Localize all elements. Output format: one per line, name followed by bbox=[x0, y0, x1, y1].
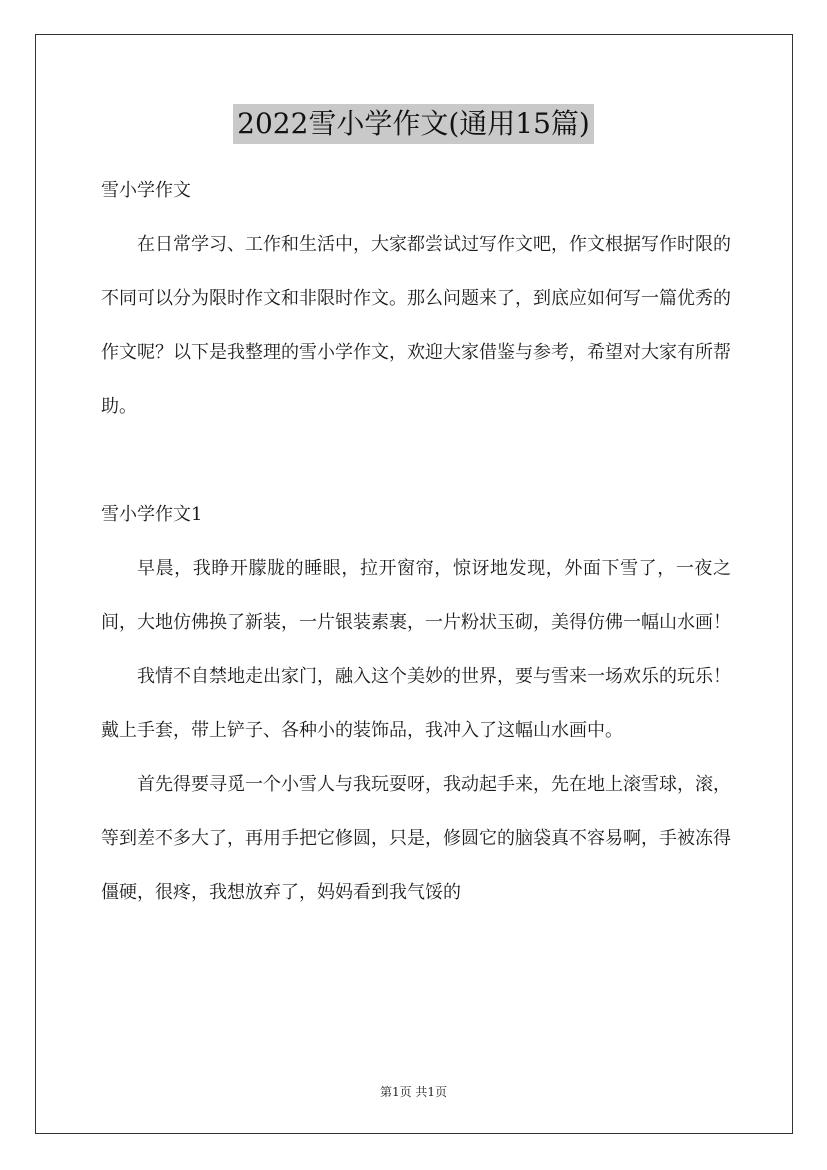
essay-paragraph: 我情不自禁地走出家门，融入这个美妙的世界，要与雪来一场欢乐的玩乐！戴上手套，带上铲子、各种小的装饰品，我冲入了这幅山水画中。 bbox=[101, 666, 731, 741]
essay-paragraph: 早晨，我睁开朦胧的睡眼，拉开窗帘，惊讶地发现，外面下雪了，一夜之间，大地仿佛换了新装，一片银装素裹，一片粉状玉砌，美得仿佛一幅山水画！ bbox=[101, 558, 731, 633]
document-body bbox=[101, 164, 731, 920]
title-container bbox=[0, 104, 827, 144]
intro-heading: 雪小学作文 bbox=[101, 180, 191, 201]
intro-paragraph: 在日常学习、工作和生活中，大家都尝试过写作文吧，作文根据写作时限的不同可以分为限时作文和非限时作文。那么问题来了，到底应如何写一篇优秀的作文呢？以下是我整理的雪小学作文，欢迎大家借鉴与参考，希望对大家有所帮助。 bbox=[101, 234, 731, 417]
document-title: 2022雪小学作文(通用15篇) bbox=[233, 104, 594, 144]
essay-paragraph: 首先得要寻觅一个小雪人与我玩耍呀，我动起手来，先在地上滚雪球，滚，等到差不多大了，再用手把它修圆，只是，修圆它的脑袋真不容易啊，手被冻得僵硬，很疼，我想放弃了，妈妈看到我气馁的 bbox=[101, 774, 731, 903]
essay-heading: 雪小学作文1 bbox=[101, 504, 203, 525]
page-footer: 第1页 共1页 bbox=[379, 1085, 448, 1099]
section-spacer bbox=[101, 434, 731, 488]
